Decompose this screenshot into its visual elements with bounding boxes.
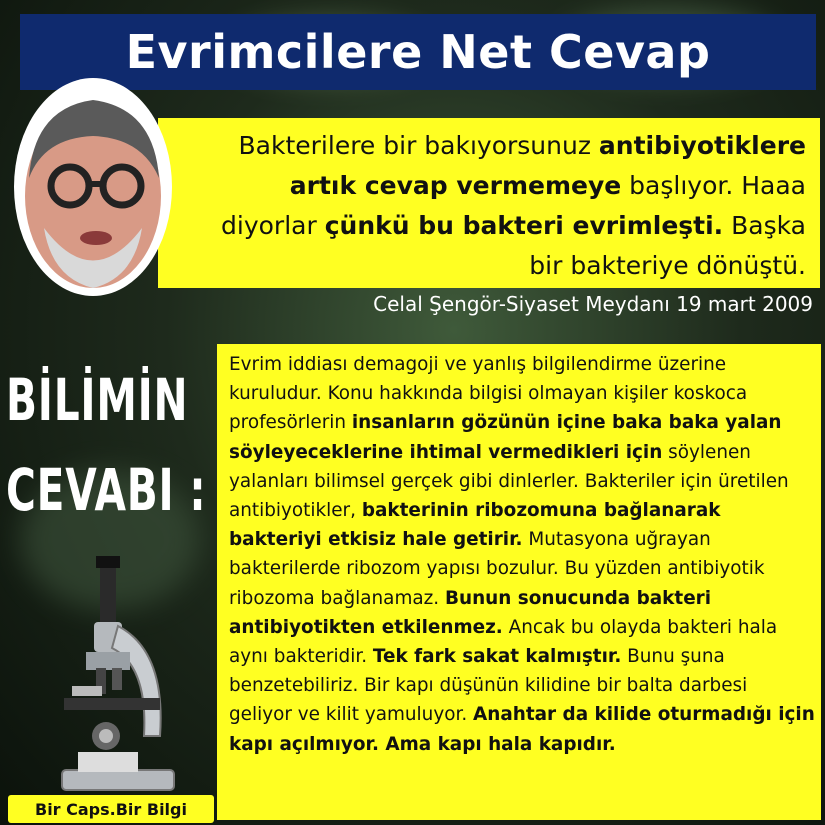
caps-badge-label: Bir Caps.Bir Bilgi (35, 799, 187, 819)
quote-emphasis: antibiyotiklere (598, 131, 806, 160)
side-title-line1: BİLİMİN (6, 366, 189, 434)
answer-text (229, 350, 815, 759)
quote-box (158, 118, 820, 288)
quote-emphasis: artık cevap vermemeye (289, 171, 622, 200)
quote-text (186, 126, 806, 286)
answer-segment: söylenen yalanları bilimsel gerçek gibi dinlerler. Bakteriler için üretilen antibiyotikler, (229, 441, 789, 522)
portrait-photo (14, 78, 172, 296)
microscope-icon (48, 556, 188, 796)
quote-line: başlıyor. Haaa (621, 171, 806, 200)
quote-emphasis: çünkü bu bakteri evrimleşti. (324, 211, 724, 240)
answer-segment: Mutasyona uğrayan bakterilerde ribozom yapısı bozulur. Bu yüzden antibiyotik ribozoma bağlanamaz. (229, 529, 765, 609)
quote-line: diyorlar (221, 211, 325, 240)
quote-line: Başka (723, 211, 806, 240)
quote-line: Bakterilere bir bakıyorsunuz (238, 131, 599, 160)
answer-emphasis: insanların gözünün içine baka baka yalan söyleyeceklerine ihtimal vermedikleri için (229, 412, 782, 463)
answer-emphasis: Bunun sonucunda bakteri antibiyotikten etkilenmez. (229, 587, 712, 638)
answer-segment: Ancak bu olayda bakteri hala aynı bakteridir. (229, 616, 778, 668)
answer-emphasis: Tek fark sakat kalmıştır. (372, 646, 622, 668)
side-title-line2: CEVABI : (6, 456, 207, 524)
answer-emphasis: Anahtar da kilide oturmadığı için kapı açılmıyor. Ama kapı hala kapıdır. (229, 704, 815, 755)
answer-emphasis: bakterinin ribozomuna bağlanarak bakteriyi etkisiz hale getirir. (229, 500, 721, 551)
answer-box (217, 344, 821, 820)
answer-segment: Evrim iddiası demagoji ve yanlış bilgilendirme üzerine kuruludur. Konu hakkında bilgisi olmayan kişiler koskoca profesörlerin (229, 354, 748, 434)
quote-line: bir bakteriye dönüştü. (529, 251, 806, 280)
title-banner (20, 14, 816, 90)
page-title: Evrimcilere Net Cevap (125, 25, 711, 79)
caps-badge (8, 795, 214, 823)
quote-source: Celal Şengör-Siyaset Meydanı 19 mart 2009 (373, 292, 813, 316)
answer-segment: Bunu şuna benzetebiliriz. Bir kapı düşünün kilidine bir balta darbesi geliyor ve kilit yamuluyor. (229, 646, 748, 726)
